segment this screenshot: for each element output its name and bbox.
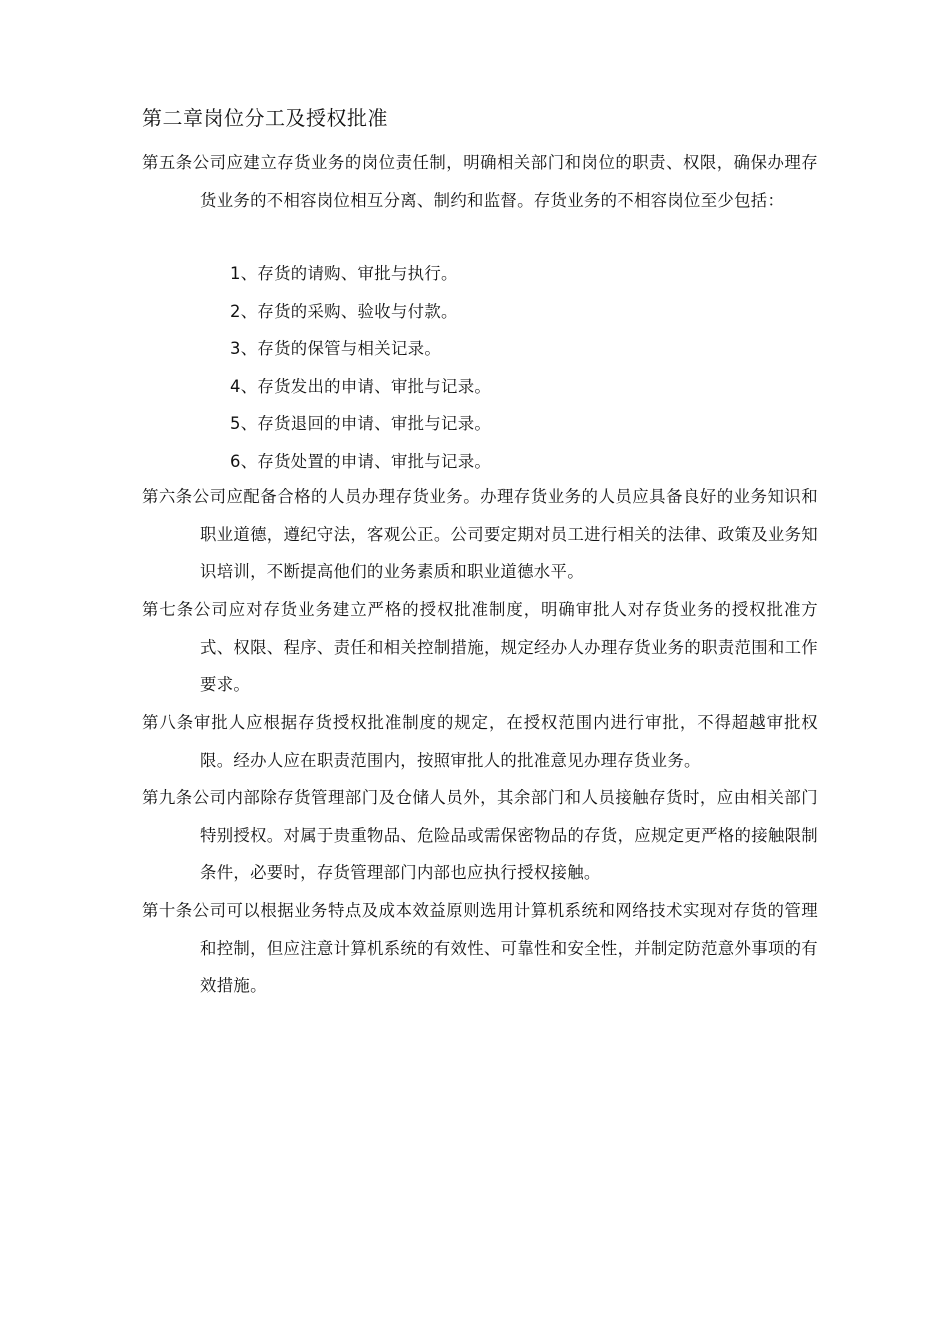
chapter-title: 第二章岗位分工及授权批准: [142, 106, 388, 130]
list-item: 1、存货的请购、审批与执行。: [230, 264, 458, 283]
list-item: 2、存货的采购、验收与付款。: [230, 301, 458, 321]
list-item: 5、存货退回的申请、审批与记录。: [230, 414, 492, 433]
article-6: 第六条公司应配备合格的人员办理存货业务。办理存货业务的人员应具备良好的业务知识和职业道德，遵纪守法，客观公正。公司要定期对员工进行相关的法律、政策及业务知识培训，不断提高他们的业务素质和职业道德水平。: [142, 487, 818, 581]
list-item: 3、存货的保管与相关记录。: [230, 339, 442, 358]
article-9: 第九条公司内部除存货管理部门及仓储人员外，其余部门和人员接触存货时，应由相关部门特别授权。对属于贵重物品、危险品或需保密物品的存货，应规定更严格的接触限制条件，必要时，存货管理部门内部也应执行授权接触。: [142, 788, 818, 882]
article-5: 第五条公司应建立存货业务的岗位责任制，明确相关部门和岗位的职责、权限，确保办理存货业务的不相容岗位相互分离、制约和监督。存货业务的不相容岗位至少包括：: [142, 153, 818, 210]
incompatible-positions-list: [230, 255, 491, 480]
article-10: 第十条公司可以根据业务特点及成本效益原则选用计算机系统和网络技术实现对存货的管理和控制，但应注意计算机系统的有效性、可靠性和安全性，并制定防范意外事项的有效措施。: [142, 901, 818, 995]
article-8: 第八条审批人应根据存货授权批准制度的规定，在授权范围内进行审批，不得超越审批权限。经办人应在职责范围内，按照审批人的批准意见办理存货业务。: [142, 713, 818, 770]
list-item: 4、存货发出的申请、审批与记录。: [230, 376, 492, 396]
list-item: 6、存货处置的申请、审批与记录。: [230, 451, 492, 471]
article-7: 第七条公司应对存货业务建立严格的授权批准制度，明确审批人对存货业务的授权批准方式、权限、程序、责任和相关控制措施，规定经办人办理存货业务的职责范围和工作要求。: [142, 600, 818, 694]
